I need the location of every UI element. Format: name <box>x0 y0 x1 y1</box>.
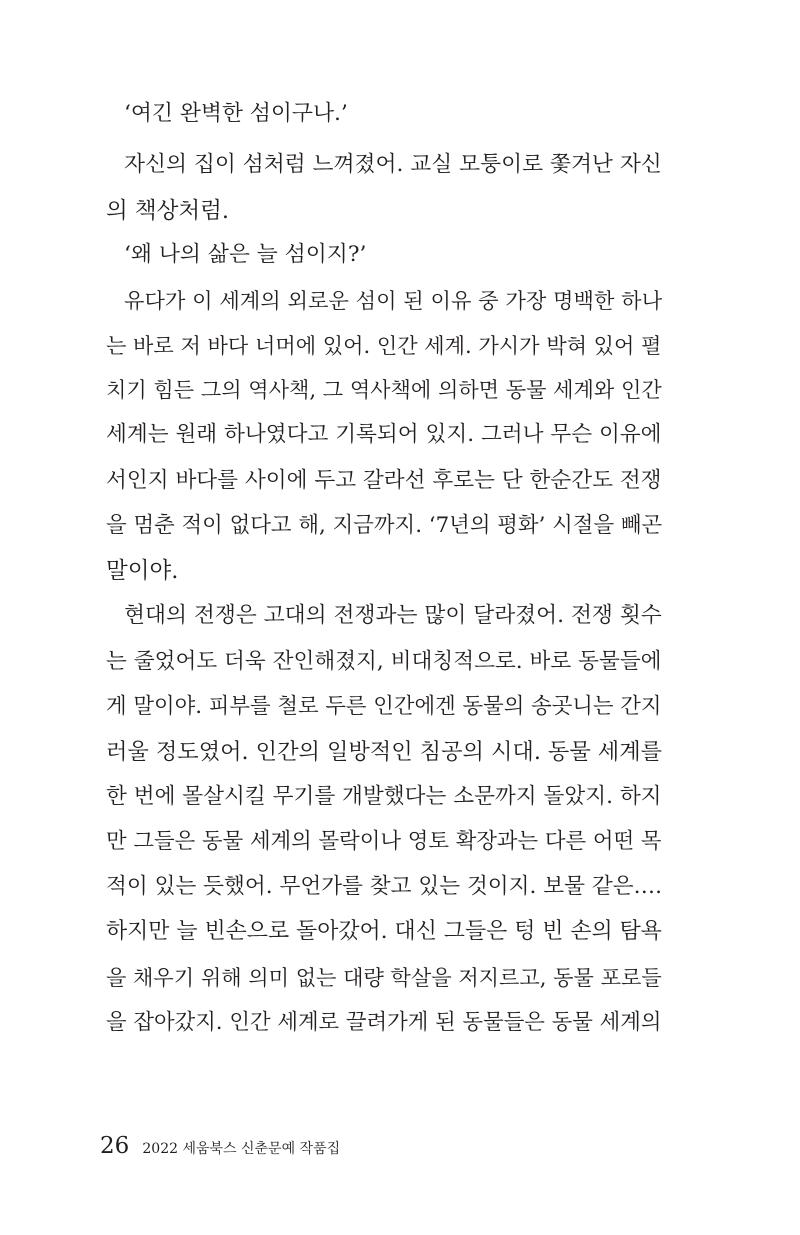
body-line: ‘여긴 완벽한 섬이구나.’ <box>124 101 348 126</box>
page-number: 26 <box>100 1133 130 1159</box>
body-line: 한 번에 몰살시킬 무기를 개발했다는 소문까지 돌았지. 하지 <box>106 784 662 809</box>
body-line: 을 채우기 위해 의미 없는 대량 학살을 저지르고, 동물 포로들 <box>106 965 662 990</box>
body-line: 적이 있는 듯했어. 무언가를 찾고 있는 것이지. 보물 같은…. <box>106 874 663 899</box>
body-line: 유다가 이 세계의 외로운 섬이 된 이유 중 가장 명백한 하나 <box>124 288 663 313</box>
body-line: 치기 힘든 그의 역사책, 그 역사책에 의하면 동물 세계와 인간 <box>106 377 662 402</box>
body-line: 하지만 늘 빈손으로 돌아갔어. 대신 그들은 텅 빈 손의 탐욕 <box>106 919 662 944</box>
body-line: 자신의 집이 섬처럼 느껴졌어. 교실 모퉁이로 쫓겨난 자신 <box>124 152 662 177</box>
body-line: 러울 정도였어. 인간의 일방적인 침공의 시대. 동물 세계를 <box>106 739 663 765</box>
body-line: 는 줄었어도 더욱 잔인해졌지, 비대칭적으로. 바로 동물들에 <box>106 649 662 674</box>
body-line: 만 그들은 동물 세계의 몰락이나 영토 확장과는 다른 어떤 목 <box>106 829 662 854</box>
body-line: 는 바로 저 바다 너머에 있어. 인간 세계. 가시가 박혀 있어 펼 <box>106 333 662 358</box>
body-line: 현대의 전쟁은 고대의 전쟁과는 많이 달라졌어. 전쟁 횟수 <box>124 603 662 628</box>
body-line: 말이야. <box>106 558 179 584</box>
body-line: ‘왜 나의 삶은 늘 섬이지?’ <box>124 242 367 267</box>
body-line: 게 말이야. 피부를 철로 두른 인간에겐 동물의 송곳니는 간지 <box>106 694 662 719</box>
body-line: 세계는 원래 하나였다고 기록되어 있지. 그러나 무슨 이유에 <box>106 422 662 447</box>
body-line: 의 책상처럼. <box>106 198 229 224</box>
page-footer <box>100 1133 340 1159</box>
body-line: 을 잡아갔지. 인간 세계로 끌려가게 된 동물들은 동물 세계의 <box>106 1010 662 1035</box>
body-line: 서인지 바다를 사이에 두고 갈라선 후로는 단 한순간도 전쟁 <box>106 468 662 493</box>
body-line: 을 멈춘 적이 없다고 해, 지금까지. ‘7년의 평화’ 시절을 빼곤 <box>106 513 663 538</box>
book-title: 2022 세움북스 신춘문예 작품집 <box>142 1141 341 1157</box>
